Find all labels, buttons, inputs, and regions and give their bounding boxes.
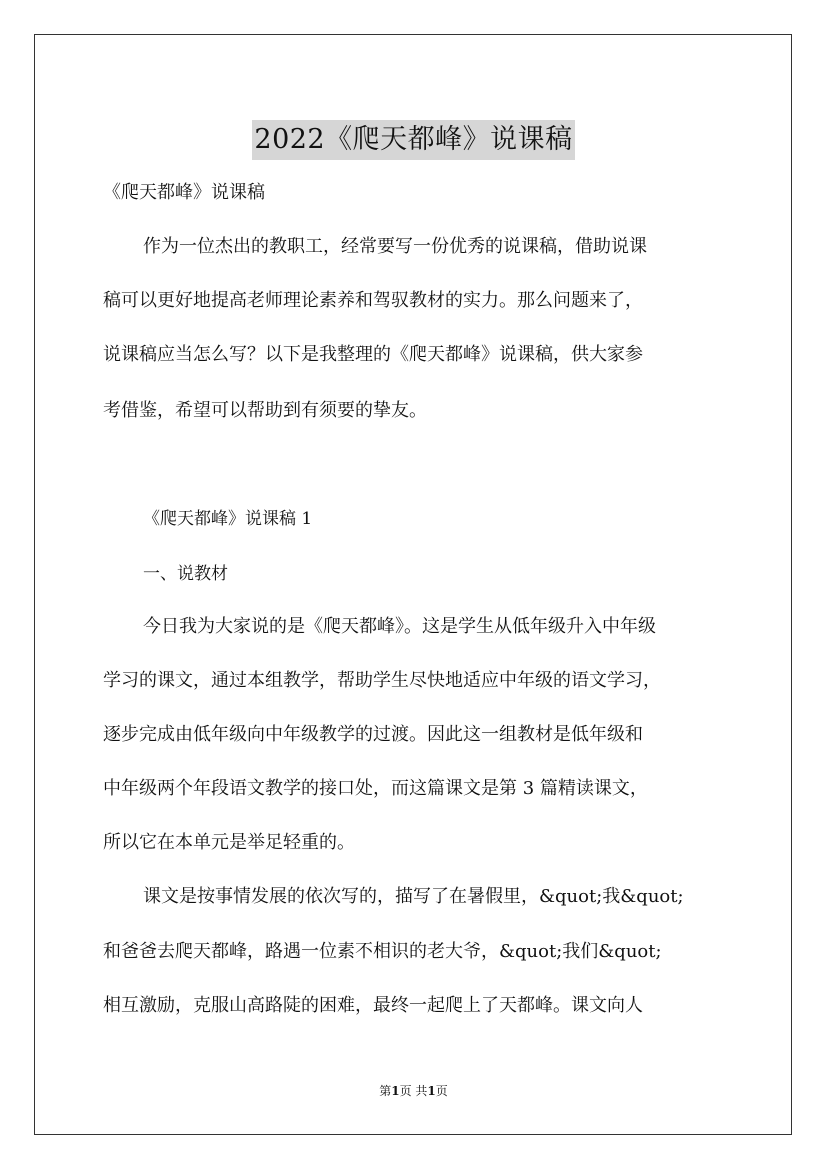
page-footer (0, 1083, 827, 1099)
title-container (0, 102, 827, 178)
body-line: 学习的课文，通过本组教学，帮助学生尽快地适应中年级的语文学习， (103, 670, 661, 691)
section-heading: 一、说教材 (143, 564, 228, 584)
document-title: 2022《爬天都峰》说课稿 (252, 120, 574, 160)
page-total: 1 (427, 1084, 436, 1098)
body-line: 中年级两个年段语文教学的接口处，而这篇课文是第 3 篇精读课文， (103, 778, 648, 799)
body-line: 所以它在本单元是举足轻重的。 (103, 832, 355, 853)
intro-line-3: 说课稿应当怎么写？以下是我整理的《爬天都峰》说课稿，供大家参 (103, 344, 643, 365)
section-title: 《爬天都峰》说课稿 1 (143, 509, 313, 529)
page-suffix: 页 (435, 1084, 448, 1098)
body-line: 今日我为大家说的是《爬天都峰》。这是学生从低年级升入中年级 (143, 616, 656, 637)
intro-line-2: 稿可以更好地提高老师理论素养和驾驭教材的实力。那么问题来了， (103, 290, 643, 311)
body-line: 课文是按事情发展的依次写的，描写了在暑假里，&quot;我&quot; (143, 886, 684, 907)
body-line: 逐步完成由低年级向中年级教学的过渡。因此这一组教材是低年级和 (103, 724, 643, 745)
page-prefix: 第 (379, 1084, 392, 1098)
intro-line-1: 作为一位杰出的教职工，经常要写一份优秀的说课稿，借助说课 (143, 236, 647, 257)
body-line: 相互激励，克服山高路陡的困难，最终一起爬上了天都峰。课文向人 (103, 995, 643, 1016)
page-mid: 页 共 (399, 1084, 428, 1098)
intro-line-4: 考借鉴，希望可以帮助到有须要的挚友。 (103, 400, 427, 421)
document-subtitle: 《爬天都峰》说课稿 (103, 182, 265, 203)
page-current: 1 (391, 1084, 400, 1098)
body-line: 和爸爸去爬天都峰，路遇一位素不相识的老大爷，&quot;我们&quot; (103, 941, 662, 962)
